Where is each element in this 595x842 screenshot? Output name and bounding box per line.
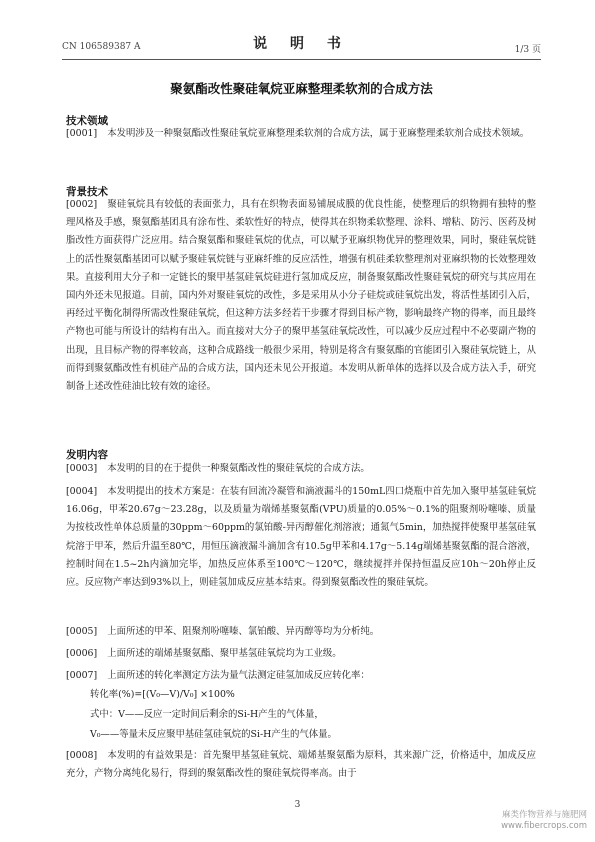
watermark — [447, 810, 587, 832]
paragraph-number: [0006] — [66, 648, 98, 659]
paragraph-number: [0008] — [66, 750, 98, 761]
page-indicator: 1/3 页 — [514, 45, 541, 55]
watermark-url: www.fibercrops.com — [501, 821, 587, 831]
paragraph-text: 本发明提出的技术方案是：在装有回流冷凝管和滴液漏斗的150mL四口烧瓶中首先加入聚甲基氢硅氧烷16.06g，甲苯20.67g～23.28g，以及质量为端烯基聚氨酯(VPU)质量的0.05%～0.1%的阻聚剂吩噻嗪、质量为按枝改性单体总质量的30ppm～60ppm的氯铂酸-异丙醇催化剂溶液；通氮气5min，加热搅拌使聚甲基氢硅氧烷溶于甲苯，然后升温至80℃，用恒压滴液漏斗滴加含有10.5g甲苯和4.17g～5.14g端烯基聚氨酯的混合溶液，控制时间在1.5~2h内滴加完毕，加热反应体系至100℃～120℃，继续搅拌并保持恒温反应10h～20h停止反应。反应物产率达到93%以上，则硅氢加成反应基本结束。得到聚氨酯改性的聚硅氧烷。 — [66, 486, 536, 589]
paragraph-0004 — [66, 483, 536, 592]
section-heading-background: 背景技术 — [66, 186, 108, 198]
paragraph-0007 — [66, 667, 536, 685]
paragraph-0001 — [66, 125, 536, 143]
invention-title: 聚氨酯改性聚硅氧烷亚麻整理柔软剂的合成方法 — [170, 81, 433, 96]
paragraph-number: [0003] — [66, 463, 98, 474]
paragraph-text: 本发明的目的在于提供一种聚氨酯改性的聚硅氧烷的合成方法。 — [107, 463, 370, 474]
paragraph-number: [0004] — [66, 486, 98, 497]
page-header — [62, 30, 541, 58]
conversion-formula: 转化率(%)=[(V₀—V)/V₀] ×100% — [90, 689, 235, 700]
paragraph-number: [0005] — [66, 626, 98, 637]
paragraph-text: 本发明涉及一种聚氨酯改性聚硅氧烷亚麻整理柔软剂的合成方法，属于亚麻整理柔软剂合成技术领域。 — [107, 128, 530, 139]
formula-definition-v: 式中：V——反应一定时间后剩余的Si-H产生的气体量， — [90, 709, 324, 720]
paragraph-0006 — [66, 645, 536, 663]
paragraph-text: 上面所述的端烯基聚氨酯、聚甲基氢硅氧烷均为工业级。 — [107, 648, 342, 659]
paragraph-0008 — [66, 747, 536, 783]
paragraph-number: [0001] — [66, 128, 98, 139]
paragraph-0005 — [66, 623, 536, 641]
section-heading-tech-field: 技术领域 — [66, 115, 108, 127]
paragraph-text: 聚硅氧烷具有较低的表面张力，具有在织物表面易铺展成膜的优良性能，使整理后的织物拥有独特的整理风格及手感，聚氨酯基团具有涂布性、柔软性好的特点，使得其在织物柔软整理、涂料、增粘、防污、医药及树脂改性方面获得广泛应用。结合聚氨酯和聚硅氧烷的优点，可以赋予亚麻织物优异的整理效果，同时，聚硅氧烷链上的活性聚氨酯基团可以赋予聚硅氧烷链与亚麻纤维的反应活性，增强有机硅柔软整理剂对亚麻织物的长效整理效果。直接利用大分子和一定链长的聚甲基氢硅氧烷硅进行氢加成反应，制备聚氨酯改性聚硅氧烷的研究与其应用在国内外还未见报道。目前，国内外对聚硅氧烷的改性，多是采用从小分子硅烷或硅氧烷出发，将活性基团引入后，再经过平衡化制得所需改性聚硅氧烷，但这种方法多经若干步骤才得到目标产物，影响最终产物的得率，而且最终产物也可能与所设计的结构有出入。而直接对大分子的聚甲基氢硅氧烷改性，可以减少反应过程中不必要副产物的出现，且目标产物的得率较高，这种合成路线一般很少采用，特别是将含有聚氨酯的官能团引入聚硅氧烷链上，从而得到聚氨酯改性有机硅产品的合成方法，国内还未见公开报道。本发明从新单体的选择以及合成方法入手，研究制备上述改性硅油比较有效的途径。 — [66, 199, 536, 393]
paragraph-text: 本发明的有益效果是：首先聚甲基氢硅氧烷、端烯基聚氨酯为原料，其来源广泛，价格适中，加成反应充分，产物分离纯化易行，得到的聚氨酯改性的聚硅氧烷得率高。由于 — [66, 750, 536, 780]
patent-number: CN 106589387 A — [62, 42, 141, 52]
paragraph-number: [0002] — [66, 199, 98, 210]
paragraph-0003 — [66, 460, 536, 478]
watermark-site-name: 麻类作物营养与施肥网 — [501, 810, 587, 820]
section-heading-summary: 发明内容 — [66, 449, 108, 461]
document-type-title: 说 明 书 — [253, 36, 350, 52]
paragraph-0002 — [66, 196, 536, 396]
paragraph-number: [0007] — [66, 670, 98, 681]
header-divider — [62, 59, 541, 60]
page-number: 3 — [294, 800, 301, 810]
paragraph-text: 上面所述的转化率测定方法为量气法测定硅氢加成反应转化率： — [107, 670, 370, 681]
paragraph-text: 上面所述的甲苯、阻聚剂吩噻嗪、氯铂酸、异丙醇等均为分析纯。 — [107, 626, 380, 637]
formula-definition-v0: V₀——等量未反应聚甲基硅氢硅氧烷的Si-H产生的气体量。 — [90, 729, 337, 740]
